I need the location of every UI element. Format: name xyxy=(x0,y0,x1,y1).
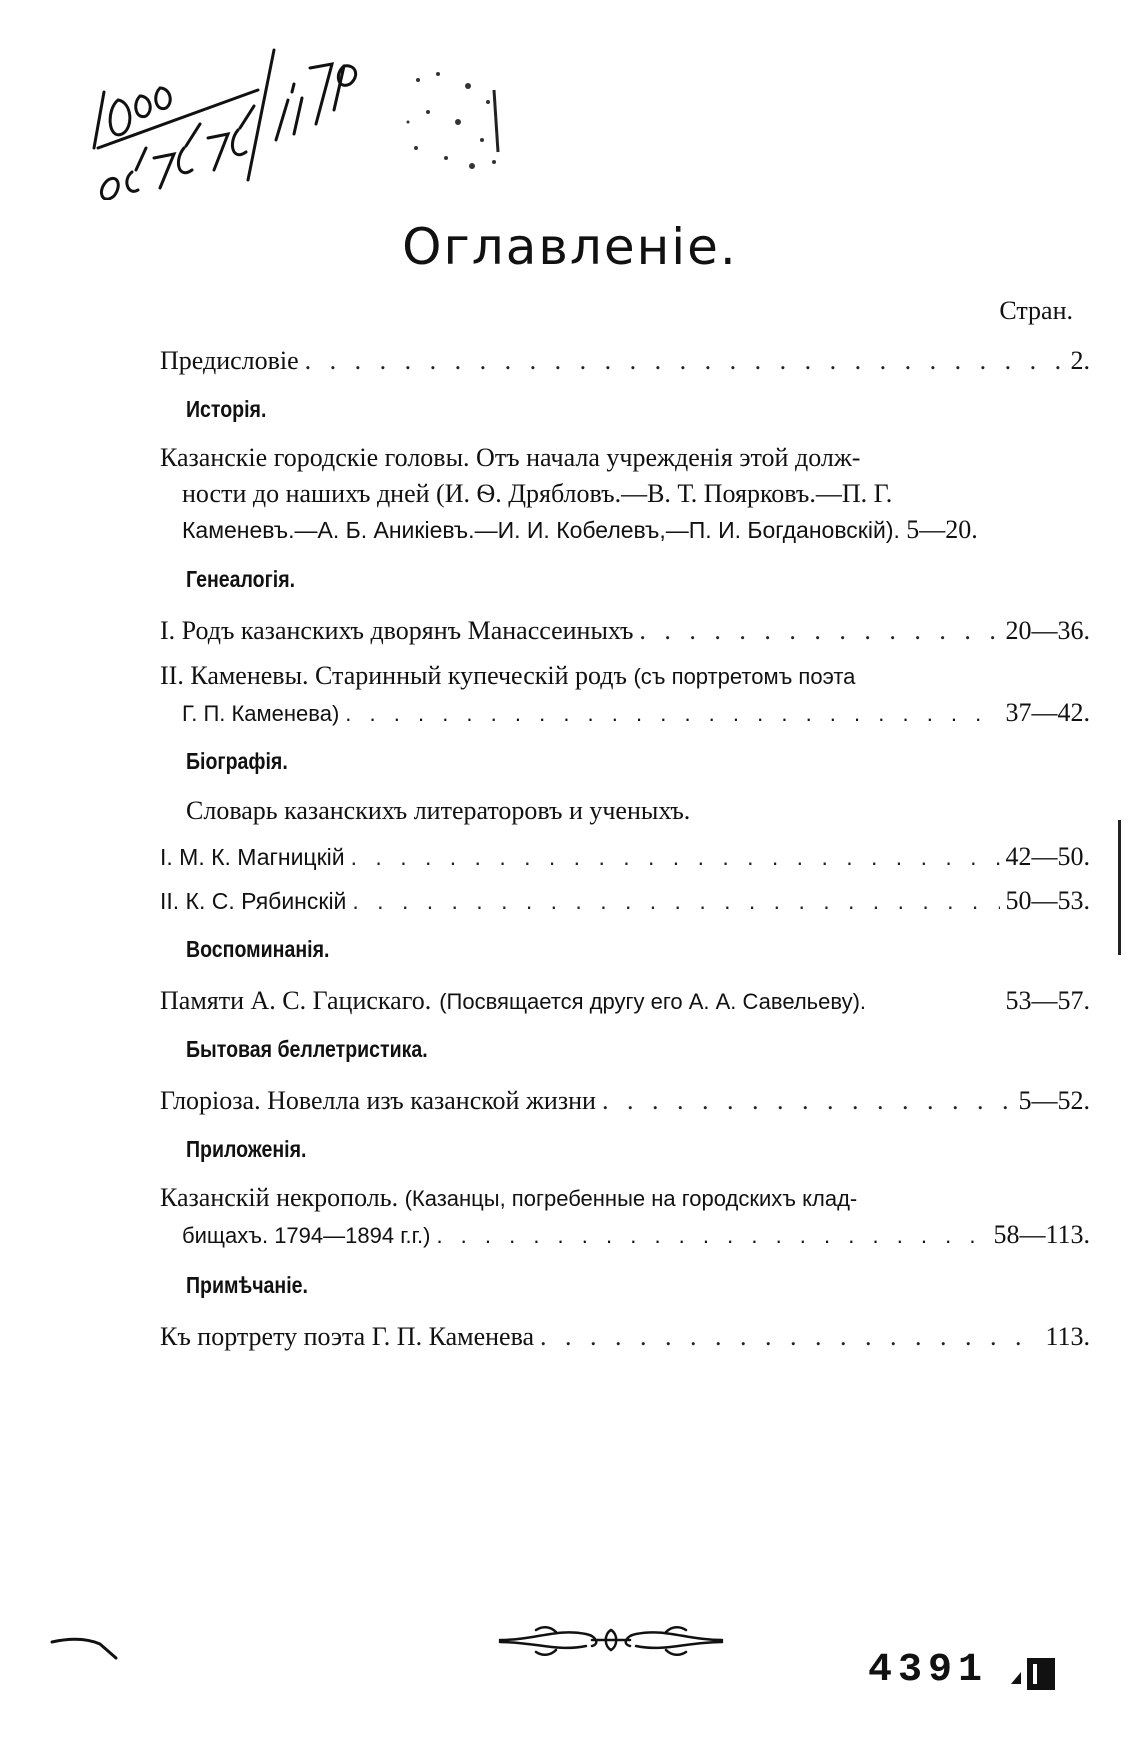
page-title: Оглавленіе. xyxy=(402,218,738,276)
section-heading-biography: Біографія. xyxy=(186,748,288,774)
entry-label: Памяти А. С. Гацискаго. xyxy=(160,986,432,1015)
toc-entry-gloriosa[interactable] xyxy=(160,1082,1090,1119)
entry-line-3: Каменевъ.—А. Б. Аникіевъ.—И. И. Кобелевъ,—П. И. Богдановскій). 5—20. xyxy=(182,515,978,544)
entry-label: Къ портрету поэта Г. П. Каменева xyxy=(160,1322,535,1351)
leader-dots xyxy=(639,612,999,649)
entry-page: 37—42. xyxy=(1005,698,1090,727)
toc-entry-kazan-heads[interactable] xyxy=(160,440,1090,548)
subsection-dictionary: Словарь казанскихъ литераторовъ и ученыхъ. xyxy=(186,796,691,825)
handwritten-inventory-mark xyxy=(88,30,388,200)
entry-label: Глоріоза. Новелла изъ казанской жизни xyxy=(160,1086,596,1115)
toc-entry-kamenevy[interactable] xyxy=(160,658,1090,732)
leader-dots xyxy=(540,1318,1039,1355)
entry-label: II. К. С. Рябинскій xyxy=(160,888,347,914)
section-heading-appendix: Приложенія. xyxy=(186,1136,307,1162)
leader-dots xyxy=(352,883,999,920)
leader-dots xyxy=(305,342,1065,379)
toc-entry-magnitsky[interactable] xyxy=(160,838,1090,876)
ink-blot xyxy=(1007,1654,1059,1694)
entry-line-1: Казанскіе городскіе головы. Отъ начала учрежденія этой долж- xyxy=(160,443,861,472)
leader-dots xyxy=(436,1218,987,1254)
entry-page: 113. xyxy=(1045,1322,1090,1351)
decorative-ornament xyxy=(496,1620,726,1660)
entry-page: 42—50. xyxy=(1005,842,1090,871)
entry-line-2: ности до нашихъ дней (И. Ѳ. Дрябловъ.—В. Т. Поярковъ.—П. Г. xyxy=(182,479,893,508)
toc-entry-preface[interactable] xyxy=(160,342,1090,379)
entry-page: 53—57. xyxy=(1005,986,1090,1015)
faded-stamp xyxy=(398,62,508,182)
entry-label: I. М. К. Магницкій xyxy=(160,844,345,870)
section-heading-history: Исторія. xyxy=(186,396,267,422)
entry-line-2: Г. П. Каменева) . . . 37—42. xyxy=(160,695,1090,732)
leader-dots xyxy=(345,696,999,732)
entry-label: Предисловіе xyxy=(160,346,299,375)
section-heading-fiction: Бытовая беллетристика. xyxy=(186,1036,428,1062)
section-heading-genealogy: Генеалогія. xyxy=(186,566,296,592)
entry-page: 50—53. xyxy=(1005,886,1090,915)
entry-line-1: II. Каменевы. Старинный купеческій родъ (съ портретомъ поэта xyxy=(160,661,856,690)
entry-note: (Посвящается другу его А. А. Савельеву). xyxy=(439,989,867,1014)
toc-entry-gatsisky[interactable] xyxy=(160,982,1090,1020)
leader-dots xyxy=(602,1082,1013,1119)
entry-line-1: Казанскій некрополь. (Казанцы, погребенные на городскихъ клад- xyxy=(160,1183,858,1212)
entry-label: I. Родъ казанскихъ дворянъ Манассеиныхъ xyxy=(160,616,634,645)
inventory-number: 4391 xyxy=(868,1648,989,1693)
toc-entry-manasseiny[interactable] xyxy=(160,612,1090,649)
margin-rule xyxy=(1118,820,1121,955)
section-heading-note: Примѣчаніе. xyxy=(186,1272,308,1298)
section-heading-memoirs: Воспоминанія. xyxy=(186,936,330,962)
entry-page: 5—52. xyxy=(1018,1086,1090,1115)
leader-dots xyxy=(351,839,1000,876)
entry-page: 20—36. xyxy=(1005,616,1090,645)
toc-entry-portrait[interactable] xyxy=(160,1318,1090,1355)
entry-page: 58—113. xyxy=(993,1220,1090,1249)
pencil-mark xyxy=(50,1632,120,1662)
entry-line-2: бищахъ. 1794—1894 г.г.) . . . 58—113. xyxy=(160,1217,1090,1254)
toc-entry-ryabinsky[interactable] xyxy=(160,882,1090,920)
entry-page: 5—20. xyxy=(906,515,978,544)
entry-page: 2. xyxy=(1070,346,1090,375)
toc-entry-necropolis[interactable] xyxy=(160,1180,1090,1254)
page-column-header: Стран. xyxy=(999,296,1073,325)
